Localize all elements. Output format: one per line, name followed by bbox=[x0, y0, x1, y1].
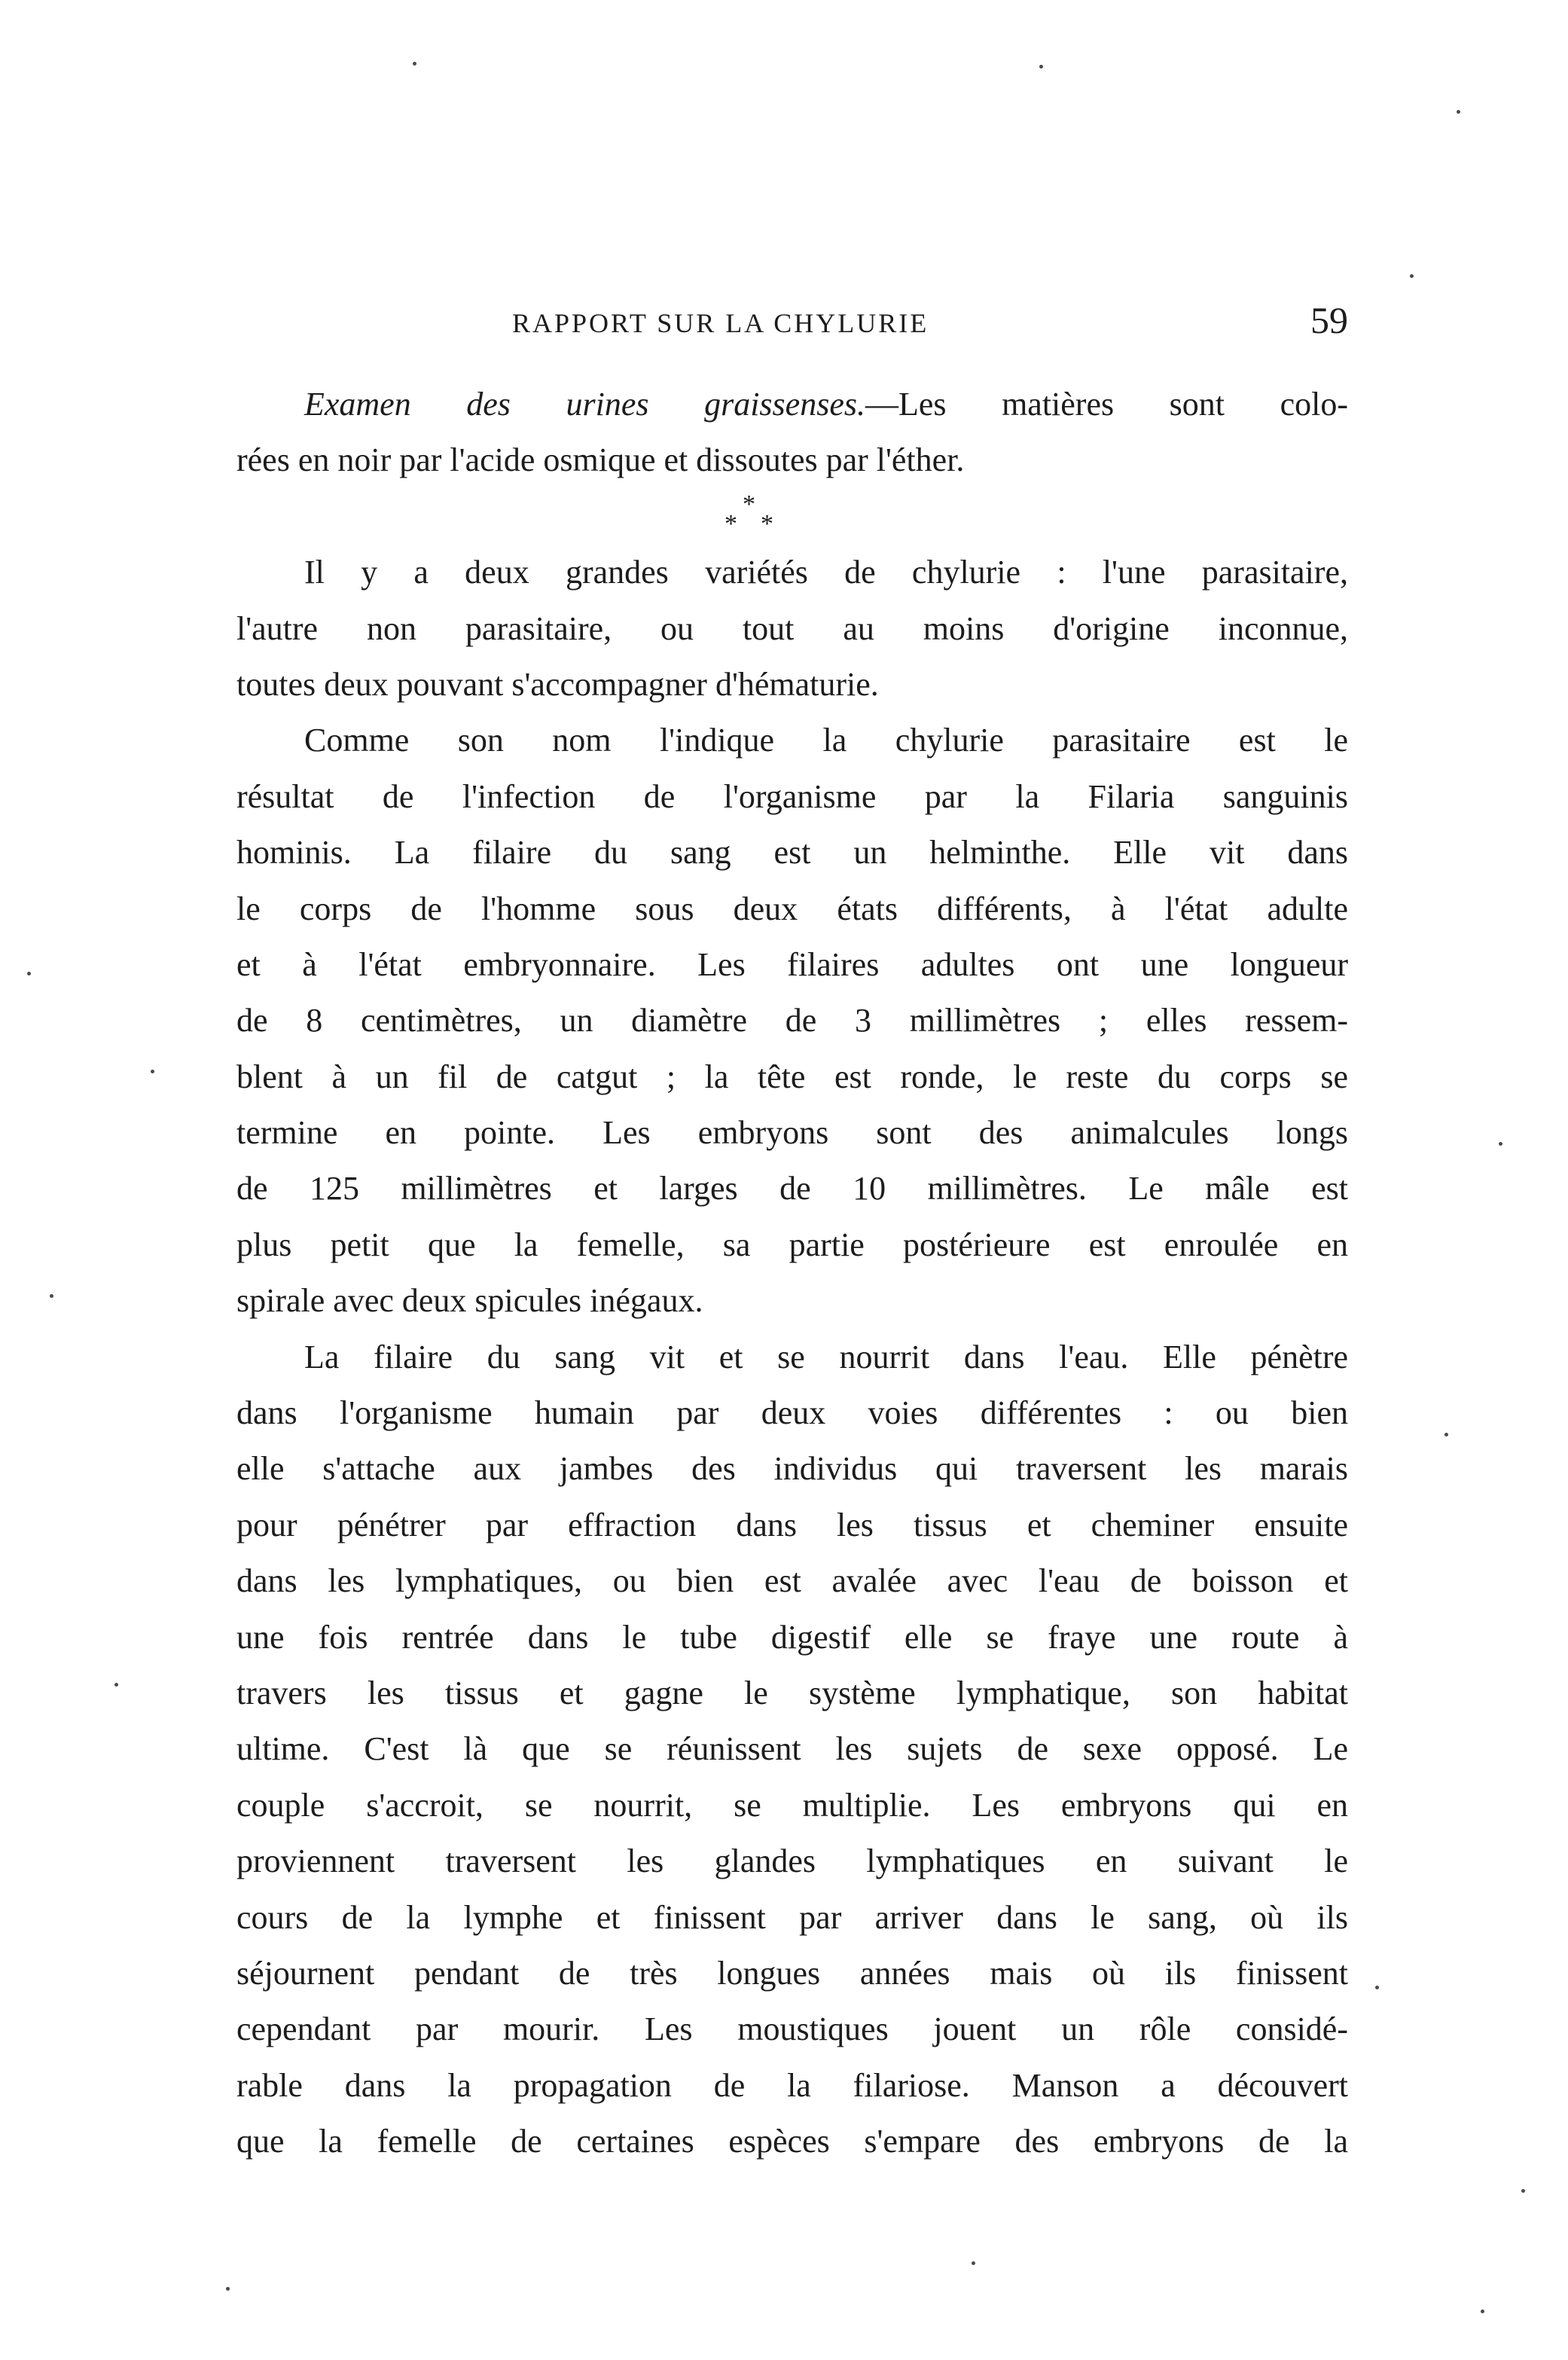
asterism-divider bbox=[236, 489, 1348, 545]
text-line: séjournent pendant de très longues années mais où ils finissent bbox=[236, 1954, 1348, 1992]
text-line: elle s'attache aux jambes des individus qui traversent les marais bbox=[236, 1450, 1348, 1488]
text-line: cependant par mourir. Les moustiques jouent un rôle considé- bbox=[236, 2010, 1348, 2048]
text-line: une fois rentrée dans le tube digestif elle se fraye une route à bbox=[236, 1618, 1348, 1656]
text-line: termine en pointe. Les embryons sont des animalcules longs bbox=[236, 1114, 1348, 1152]
scan-speck bbox=[151, 1070, 154, 1073]
scan-speck bbox=[1521, 2189, 1525, 2193]
text-line bbox=[236, 377, 1348, 432]
scan-speck bbox=[1375, 1986, 1379, 1989]
scan-speck bbox=[1410, 274, 1414, 278]
text-line: résultat de l'infection de l'organisme par la Filaria sanguinis bbox=[236, 777, 1348, 815]
text-line: hominis. La filaire du sang est un helminthe. Elle vit dans bbox=[236, 834, 1348, 872]
asterism-star: * bbox=[725, 509, 737, 538]
text-line: proviennent traversent les glandes lymphatiques en suivant le bbox=[236, 1843, 1348, 1880]
body-text bbox=[236, 377, 1348, 2170]
text-line: et à l'état embryonnaire. Les filaires adultes ont une longueur bbox=[236, 945, 1348, 983]
scan-speck bbox=[972, 2261, 975, 2265]
text-line: ultime. C'est là que se réunissent les sujets de sexe opposé. Le bbox=[236, 1730, 1348, 1768]
text-line: rées en noir par l'acide osmique et dissoutes par l'éther. bbox=[236, 441, 965, 479]
asterism-star: * bbox=[743, 490, 755, 518]
scan-speck bbox=[226, 2287, 230, 2291]
scan-speck bbox=[27, 972, 31, 975]
text-line: plus petit que la femelle, sa partie postérieure est enroulée en bbox=[236, 1226, 1348, 1263]
text-line: rable dans la propagation de la filariose. Manson a découvert bbox=[236, 2066, 1348, 2104]
text-line: Comme son nom l'indique la chylurie parasitaire est le bbox=[304, 722, 1348, 759]
text-line: spirale avec deux spicules inégaux. bbox=[236, 1282, 703, 1320]
scan-speck bbox=[1444, 1433, 1448, 1436]
text-line: dans les lymphatiques, ou bien est avalée avec l'eau de boisson et bbox=[236, 1562, 1348, 1600]
text-line: dans l'organisme humain par deux voies différentes : ou bien bbox=[236, 1394, 1348, 1432]
section-heading-italic: Examen des urines graissenses. bbox=[304, 386, 865, 423]
scan-speck bbox=[1457, 110, 1460, 114]
text-line: l'autre non parasitaire, ou tout au moins d'origine inconnue, bbox=[236, 609, 1348, 647]
running-head bbox=[233, 300, 1348, 360]
scan-speck bbox=[1039, 65, 1043, 69]
text-line: Il y a deux grandes variétés de chylurie : l'une parasitaire, bbox=[304, 554, 1348, 591]
scan-speck bbox=[50, 1294, 53, 1298]
page-number: 59 bbox=[1310, 299, 1348, 341]
text-line: de 125 millimètres et larges de 10 millimètres. Le mâle est bbox=[236, 1170, 1348, 1207]
text-line: couple s'accroit, se nourrit, se multiplie. Les embryons qui en bbox=[236, 1786, 1348, 1824]
text-line: cours de la lymphe et finissent par arriver dans le sang, où ils bbox=[236, 1898, 1348, 1936]
text-line: pour pénétrer par effraction dans les tissus et cheminer ensuite bbox=[236, 1506, 1348, 1543]
text-line-rest: —Les matières sont colo- bbox=[865, 386, 1348, 423]
text-line: de 8 centimètres, un diamètre de 3 millimètres ; elles ressem- bbox=[236, 1002, 1348, 1040]
text-line: blent à un fil de catgut ; la tête est ronde, le reste du corps se bbox=[236, 1058, 1348, 1095]
scan-speck bbox=[413, 62, 416, 66]
scan-speck bbox=[1499, 1142, 1502, 1146]
text-line: travers les tissus et gagne le système lymphatique, son habitat bbox=[236, 1674, 1348, 1711]
text-line: La filaire du sang vit et se nourrit dans l'eau. Elle pénètre bbox=[304, 1338, 1348, 1375]
text-line: que la femelle de certaines espèces s'empare des embryons de la bbox=[236, 2123, 1348, 2160]
scan-speck bbox=[114, 1683, 118, 1687]
asterism-star: * bbox=[761, 509, 773, 538]
running-title: RAPPORT SUR LA CHYLURIE bbox=[512, 308, 929, 338]
text-line: le corps de l'homme sous deux états différents, à l'état adulte bbox=[236, 890, 1348, 927]
scan-speck bbox=[1481, 2310, 1484, 2313]
text-line: toutes deux pouvant s'accompagner d'hématurie. bbox=[236, 665, 879, 703]
